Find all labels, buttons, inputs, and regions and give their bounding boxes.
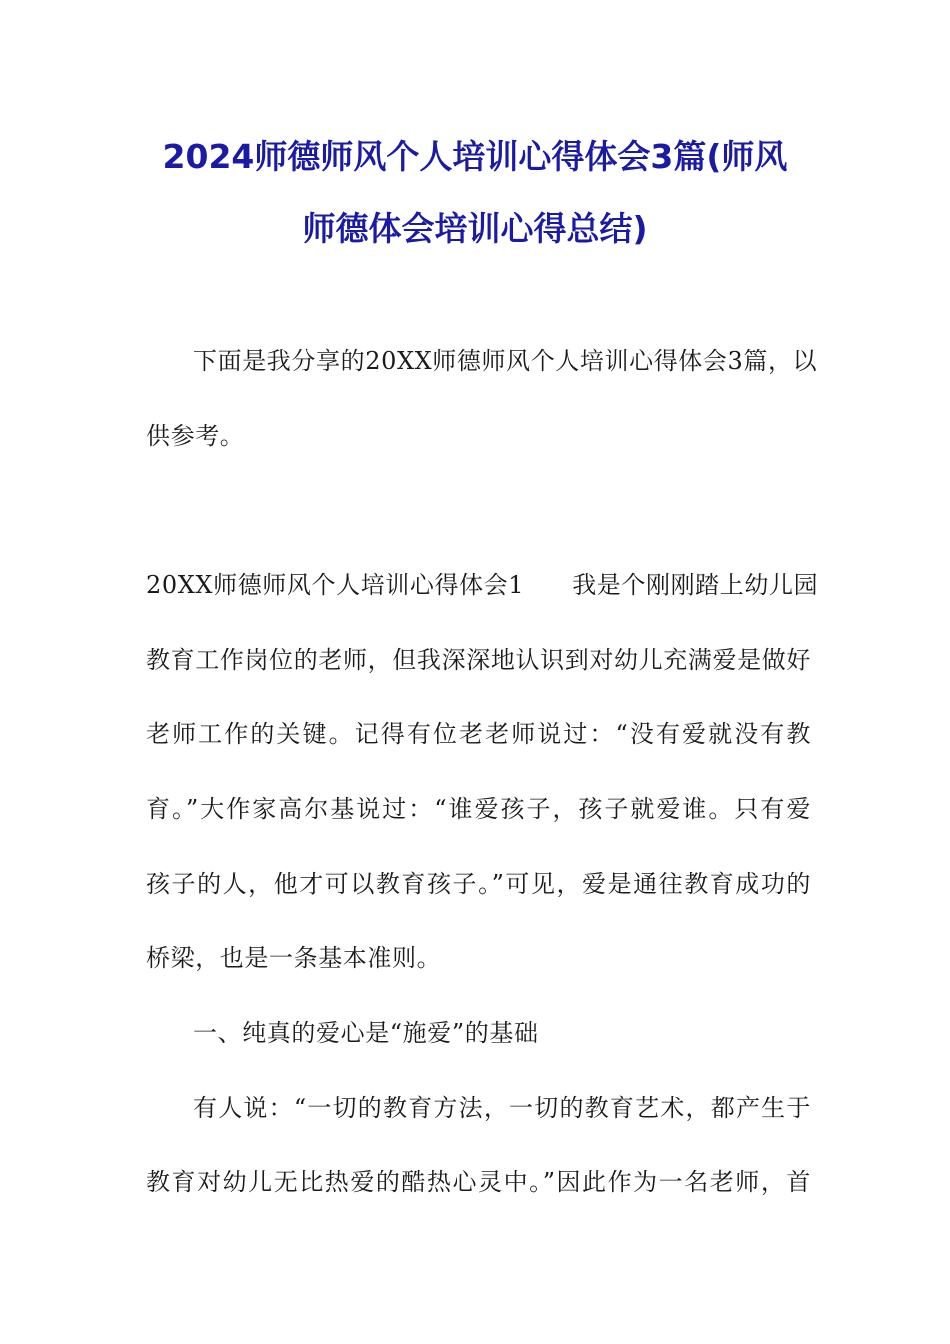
section-1-heading: 20XX师德师风个人培训心得体会1	[146, 571, 525, 599]
document-title-line-1: 2024师德师风个人培训心得体会3篇(师风	[162, 137, 788, 176]
section-1-line-4: 育。”大作家高尔基说过：“谁爱孩子，孩子就爱谁。只有爱	[146, 795, 811, 823]
section-1-line-6: 桥梁，也是一条基本准则。	[146, 944, 442, 972]
section-1-line-5: 孩子的人，他才可以教育孩子。”可见，爱是通往教育成功的	[146, 870, 811, 898]
section-1-first-line	[146, 571, 819, 599]
paragraph-2-line-2: 教育对幼儿无比热爱的酷热心灵中。”因此作为一名老师，首	[146, 1168, 811, 1196]
section-1-line-3: 老师工作的关键。记得有位老老师说过：“没有爱就没有教	[146, 720, 811, 748]
intro-line-2: 供参考。	[146, 422, 245, 450]
document-title-line-2: 师德体会培训心得总结)	[302, 209, 648, 248]
section-1-line-2: 教育工作岗位的老师，但我深深地认识到对幼儿充满爱是做好	[146, 646, 811, 674]
subheading-1: 一、纯真的爱心是“施爱”的基础	[193, 1019, 539, 1047]
intro-line-1: 下面是我分享的20XX师德师风个人培训心得体会3篇，以	[193, 347, 818, 375]
paragraph-2-line-1: 有人说：“一切的教育方法，一切的教育艺术，都产生于	[193, 1094, 811, 1122]
section-1-line-1-rest: 我是个刚刚踏上幼儿园	[572, 571, 819, 599]
